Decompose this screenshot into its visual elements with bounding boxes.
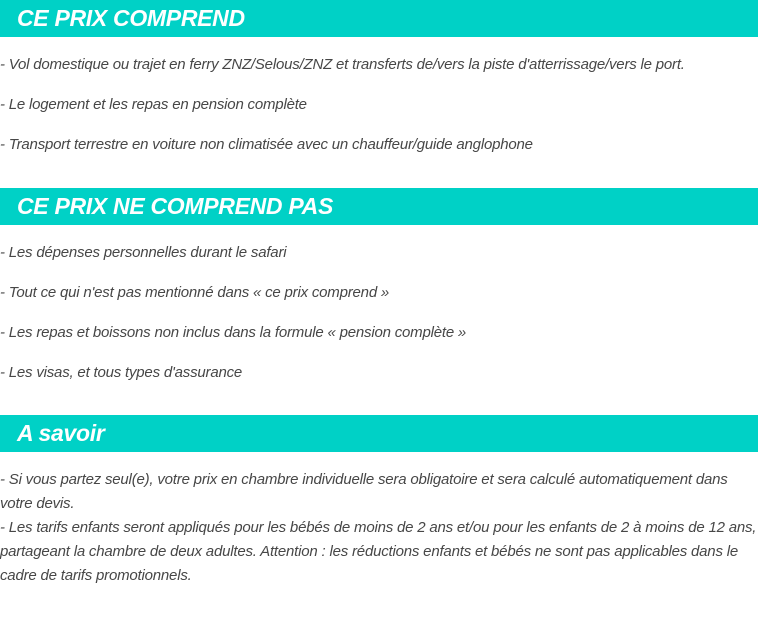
section-title-not-included: CE PRIX NE COMPREND PAS (17, 193, 333, 219)
list-item: - Transport terrestre en voiture non climatisée avec un chauffeur/guide anglophone (0, 136, 533, 153)
section-title-included: CE PRIX COMPREND (17, 5, 245, 31)
not-included-list (0, 225, 758, 383)
paragraph: - Les tarifs enfants seront appliqués pour les bébés de moins de 2 ans et/ou pour les enfants de 2 à moins de 12 ans, partageant la chambre de deux adultes. Attention : les réductions enfants et bébés ne sont pas applicables dans le cadre de tarifs promotionnels. (0, 519, 757, 584)
list-item: - Tout ce qui n'est pas mentionné dans « ce prix comprend » (0, 284, 390, 301)
notes-text-block (0, 452, 758, 588)
list-item: - Les dépenses personnelles durant le safari (0, 244, 287, 261)
section-header-notes (0, 415, 758, 452)
paragraph: - Si vous partez seul(e), votre prix en chambre individuelle sera obligatoire et sera calculé automatiquement dans votre devis. (0, 471, 728, 512)
section-header-not-included (0, 188, 758, 225)
included-list (0, 37, 758, 155)
list-item: - Vol domestique ou trajet en ferry ZNZ/Selous/ZNZ et transferts de/vers la piste d'atterrissage/vers le port. (0, 56, 685, 73)
list-item: - Les repas et boissons non inclus dans la formule « pension complète » (0, 324, 467, 341)
section-header-included (0, 0, 758, 37)
list-item: - Les visas, et tous types d'assurance (0, 364, 243, 381)
list-item: - Le logement et les repas en pension complète (0, 96, 307, 113)
section-title-notes: A savoir (17, 420, 105, 446)
